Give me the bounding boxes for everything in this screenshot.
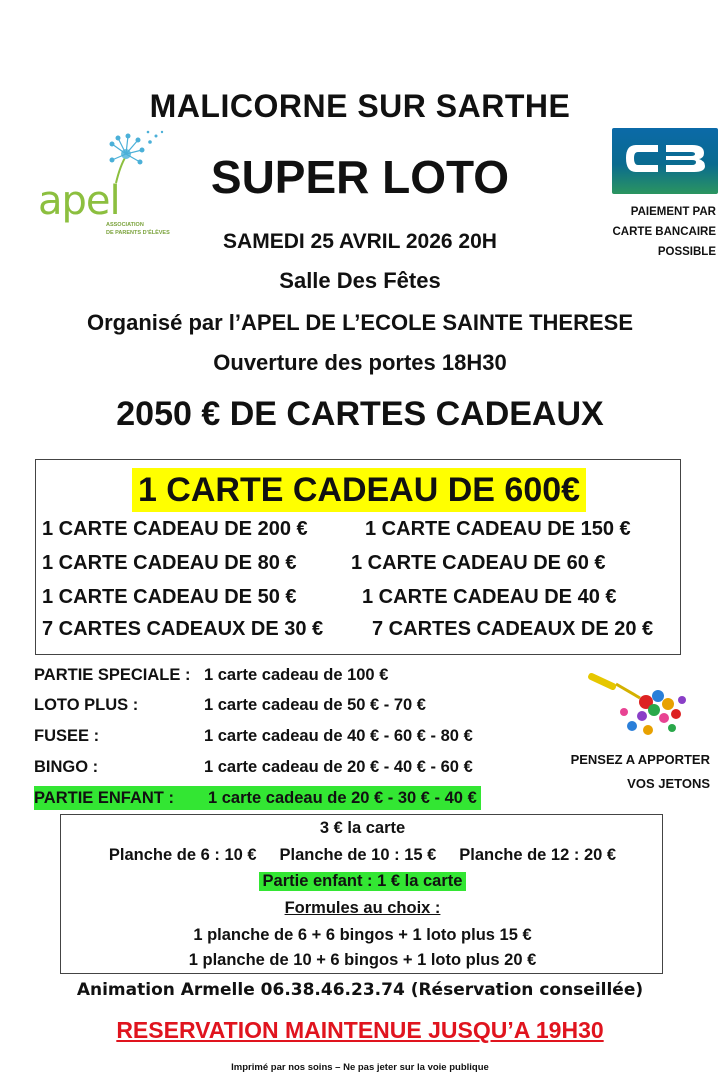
- event-title: SUPER LOTO: [210, 151, 510, 203]
- prize-item: 1 CARTE CADEAU DE 150 €: [365, 518, 631, 540]
- bingo-tokens-icon: [588, 664, 690, 744]
- total-prizes: 2050 € DE CARTES CADEAUX: [116, 395, 604, 433]
- caption-line: PAIEMENT PAR: [630, 206, 716, 218]
- event-date: SAMEDI 25 AVRIL 2026 20H: [223, 230, 497, 253]
- card-payment-caption: [600, 202, 718, 262]
- game-value: 1 carte cadeau de 20 € - 30 € - 40 €: [208, 789, 477, 807]
- apel-wordmark: apel: [38, 178, 120, 224]
- animation-contact: Animation Armelle 06.38.46.23.74 (Réservation conseillée): [76, 980, 644, 1000]
- prize-item: 7 CARTES CADEAUX DE 20 €: [372, 618, 654, 640]
- prize-item: 1 CARTE CADEAU DE 200 €: [42, 518, 308, 540]
- formula-line: 1 planche de 10 + 6 bingos + 1 loto plus 20 €: [188, 951, 537, 969]
- prize-item: 1 CARTE CADEAU DE 50 €: [42, 586, 297, 608]
- tokens-line: PENSEZ A APPORTER: [570, 752, 710, 767]
- caption-line: CARTE BANCAIRE: [612, 226, 716, 238]
- event-venue: Salle Des Fêtes: [279, 268, 441, 293]
- price-box: [60, 814, 663, 974]
- prize-item: 1 CARTE CADEAU DE 40 €: [362, 586, 617, 608]
- game-label: BINGO :: [34, 758, 99, 776]
- game-row: [34, 663, 388, 687]
- cb-card-icon: [612, 128, 718, 194]
- town-heading: MALICORNE SUR SARTHE: [149, 88, 571, 124]
- event-organizer: Organisé par l’APEL DE L’ECOLE SAINTE THERESE: [86, 310, 634, 335]
- game-row: [34, 724, 473, 748]
- apel-subtitle-line: DE PARENTS D’ÉLÈVES: [106, 230, 170, 236]
- footer-note: Imprimé par nos soins – Ne pas jeter sur la voie publique: [231, 1062, 489, 1073]
- game-row: [34, 755, 473, 779]
- game-row-kids: [34, 786, 481, 810]
- reservation-notice: RESERVATION MAINTENUE JUSQU’A 19H30: [116, 1017, 604, 1043]
- apel-subtitle: [106, 221, 170, 237]
- game-value: 1 carte cadeau de 20 € - 40 € - 60 €: [204, 758, 473, 776]
- formula-line: 1 planche de 6 + 6 bingos + 1 loto plus 15 €: [193, 926, 532, 944]
- tokens-line: VOS JETONS: [627, 776, 710, 791]
- kids-price: Partie enfant : 1 € la carte: [259, 872, 467, 891]
- prize-item: 1 CARTE CADEAU DE 80 €: [42, 552, 297, 574]
- game-value: 1 carte cadeau de 40 € - 60 € - 80 €: [204, 727, 473, 745]
- game-label: PARTIE ENFANT :: [34, 789, 174, 807]
- doors-opening: Ouverture des portes 18H30: [213, 350, 507, 375]
- cb-logo: [612, 128, 718, 194]
- board-prices: Planche de 6 : 10 € Planche de 10 : 15 € Planche de 12 : 20 €: [108, 846, 617, 864]
- game-label: PARTIE SPECIALE :: [34, 666, 191, 684]
- prize-box: [35, 459, 681, 655]
- apel-subtitle-line: ASSOCIATION: [106, 222, 144, 228]
- prize-item: 7 CARTES CADEAUX DE 30 €: [42, 618, 324, 640]
- formulas-title: Formules au choix :: [284, 899, 441, 917]
- main-prize: 1 CARTE CADEAU DE 600€: [132, 468, 586, 512]
- caption-line: POSSIBLE: [657, 246, 716, 258]
- game-label: LOTO PLUS :: [34, 696, 139, 714]
- game-value: 1 carte cadeau de 100 €: [204, 666, 389, 684]
- game-value: 1 carte cadeau de 50 € - 70 €: [204, 696, 426, 714]
- game-row: [34, 693, 426, 717]
- apel-logo: [28, 128, 178, 238]
- game-label: FUSEE :: [34, 727, 100, 745]
- tokens-reminder: [550, 748, 710, 796]
- price-per-card: 3 € la carte: [319, 819, 406, 837]
- prize-item: 1 CARTE CADEAU DE 60 €: [351, 552, 606, 574]
